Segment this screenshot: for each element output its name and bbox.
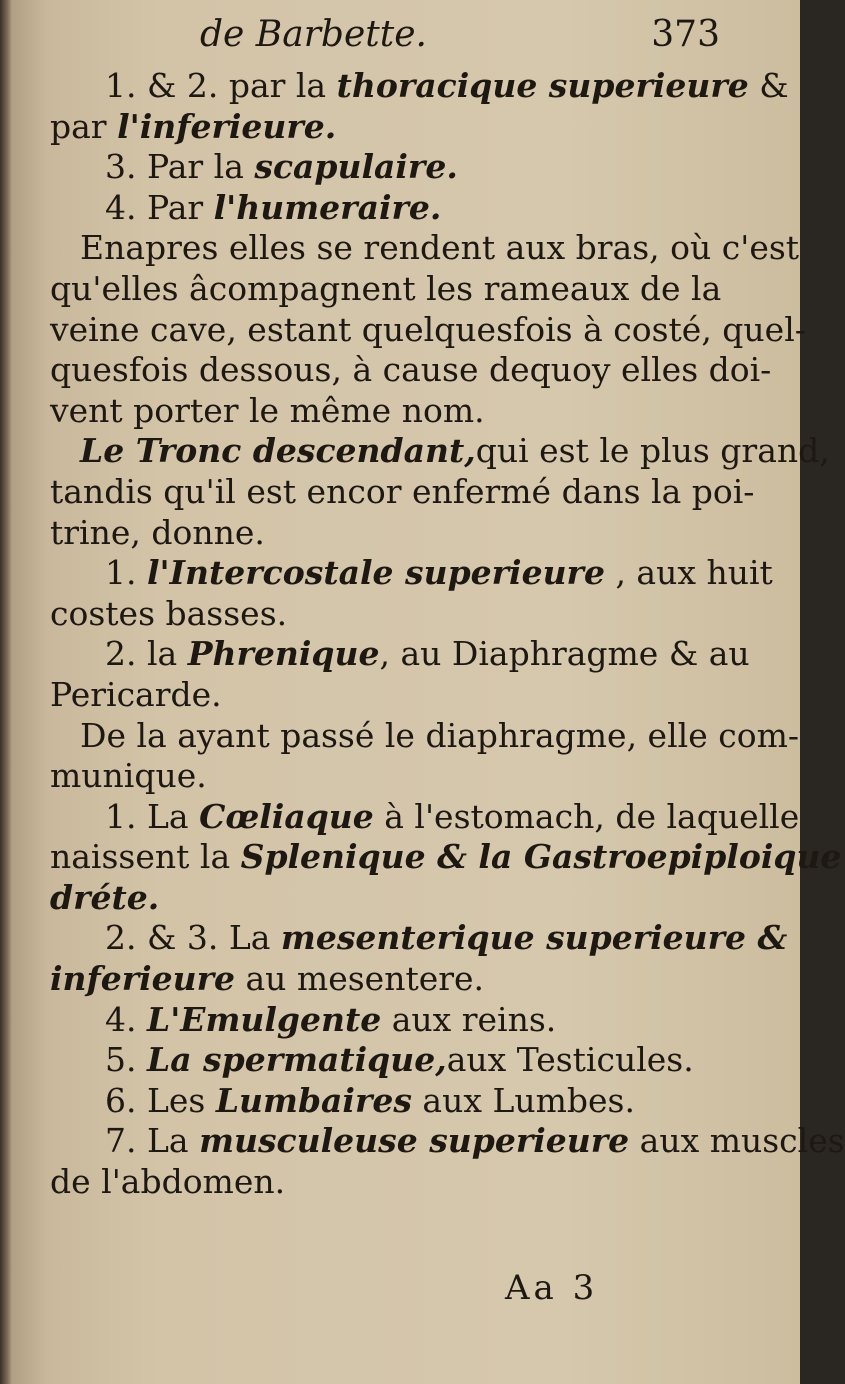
text-line: Enapres elles se rendent aux bras, où c'est bbox=[80, 228, 800, 268]
text-line: 1. & 2. par la thoracique superieure & bbox=[105, 66, 789, 105]
body-text bbox=[50, 66, 845, 1203]
text-line: 6. Les Lumbaires aux Lumbes. bbox=[105, 1080, 635, 1120]
text-line: inferieure au mesentere. bbox=[50, 959, 485, 999]
text-line: tandis qu'il est encor enfermé dans la poi- bbox=[50, 471, 755, 511]
text-line: 2. la Phrenique, au Diaphragme & au bbox=[105, 634, 750, 674]
text-line: naissent la Splenique & la Gastroepiploique bbox=[50, 837, 842, 877]
running-head: de Barbette. bbox=[200, 14, 427, 55]
text-line: 4. Par l'humeraire. bbox=[105, 187, 442, 227]
page-header bbox=[200, 14, 740, 66]
text-line: quesfois dessous, à cause dequoy elles doi- bbox=[50, 350, 772, 390]
text-line: de l'abdomen. bbox=[50, 1162, 286, 1202]
text-line: 3. Par la scapulaire. bbox=[105, 147, 458, 187]
text-line: trine, donne. bbox=[50, 512, 265, 552]
text-line: 1. La Cœliaque à l'estomach, de laquelle bbox=[105, 796, 800, 836]
text-line: 4. L'Emulgente aux reins. bbox=[105, 999, 557, 1039]
text-line: 7. La musculeuse superieure aux muscles bbox=[105, 1121, 845, 1161]
text-line: veine cave, estant quelquesfois à costé, quel- bbox=[50, 309, 806, 349]
text-line: vent porter le même nom. bbox=[50, 390, 485, 430]
text-line: par l'inferieure. bbox=[50, 106, 337, 146]
text-line: costes basses. bbox=[50, 593, 288, 633]
text-line: Pericarde. bbox=[50, 674, 222, 714]
text-line: 2. & 3. La mesenterique superieure & bbox=[105, 918, 788, 958]
page-number: 373 bbox=[651, 14, 720, 55]
text-line: De la ayant passé le diaphragme, elle com- bbox=[80, 715, 800, 755]
text-line: munique. bbox=[50, 756, 207, 796]
text-line: 5. La spermatique,aux Testicules. bbox=[105, 1040, 694, 1080]
signature-mark: Aa 3 bbox=[505, 1268, 599, 1308]
text-line: Le Tronc descendant,qui est le plus grand, bbox=[80, 431, 830, 471]
text-line: 1. l'Intercostale superieure , aux huit bbox=[105, 553, 773, 593]
text-line: qu'elles âcompagnent les rameaux de la bbox=[50, 268, 722, 308]
text-line: dréte. bbox=[50, 877, 160, 917]
page-gutter bbox=[0, 0, 12, 1384]
